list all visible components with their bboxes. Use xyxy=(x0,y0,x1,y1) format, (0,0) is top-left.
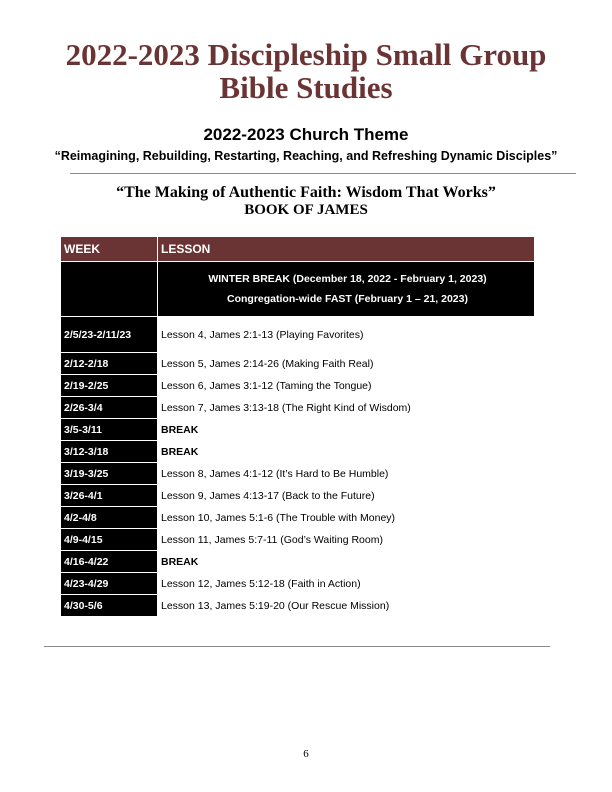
table-row xyxy=(61,551,535,573)
table-row xyxy=(61,441,535,463)
lesson-cell: Lesson 7, James 3:13-18 (The Right Kind of Wisdom) xyxy=(158,397,535,419)
lesson-cell: BREAK xyxy=(158,441,535,463)
lesson-cell: Lesson 4, James 2:1-13 (Playing Favorites) xyxy=(158,317,535,353)
bottom-divider xyxy=(44,646,550,647)
page-title xyxy=(0,38,612,104)
lesson-cell: Lesson 9, James 4:13-17 (Back to the Future) xyxy=(158,485,535,507)
top-divider xyxy=(70,173,576,174)
winter-break-week-cell xyxy=(61,262,158,317)
lesson-cell: Lesson 12, James 5:12-18 (Faith in Action) xyxy=(158,573,535,595)
lesson-cell: Lesson 5, James 2:14-26 (Making Faith Real) xyxy=(158,353,535,375)
page-title-line-1: 2022-2023 Discipleship Small Group xyxy=(65,37,547,72)
fast-text: Congregation-wide FAST (February 1 – 21, 2023) xyxy=(227,293,468,305)
lesson-cell: Lesson 11, James 5:7-11 (God’s Waiting Room) xyxy=(158,529,535,551)
week-cell: 2/26-3/4 xyxy=(61,397,158,419)
week-cell: 3/19-3/25 xyxy=(61,463,158,485)
page-title-line-2: Bible Studies xyxy=(219,70,393,105)
week-cell: 2/5/23-2/11/23 xyxy=(61,317,158,353)
church-theme-heading: 2022-2023 Church Theme xyxy=(203,125,409,144)
winter-break-cell xyxy=(158,262,535,317)
table-row xyxy=(61,317,535,353)
week-cell: 4/2-4/8 xyxy=(61,507,158,529)
week-cell: 4/9-4/15 xyxy=(61,529,158,551)
winter-break-text: WINTER BREAK (December 18, 2022 - February 1, 2023) xyxy=(208,273,487,285)
church-theme-text: “Reimagining, Rebuilding, Restarting, Reaching, and Refreshing Dynamic Disciples” xyxy=(54,149,558,163)
week-column-header: WEEK xyxy=(61,237,158,262)
week-cell: 4/23-4/29 xyxy=(61,573,158,595)
week-cell: 3/12-3/18 xyxy=(61,441,158,463)
table-row xyxy=(61,595,535,617)
lesson-cell: BREAK xyxy=(158,419,535,441)
week-cell: 4/16-4/22 xyxy=(61,551,158,573)
lesson-column-header: LESSON xyxy=(158,237,535,262)
table-row xyxy=(61,397,535,419)
week-cell: 2/19-2/25 xyxy=(61,375,158,397)
page-number: 6 xyxy=(303,748,309,760)
table-row xyxy=(61,485,535,507)
week-cell: 3/26-4/1 xyxy=(61,485,158,507)
winter-break-row xyxy=(61,262,535,317)
table-row xyxy=(61,375,535,397)
table-row xyxy=(61,353,535,375)
table-header-row xyxy=(61,237,535,262)
study-subtitle: BOOK OF JAMES xyxy=(244,202,368,218)
week-cell: 3/5-3/11 xyxy=(61,419,158,441)
lesson-cell: Lesson 10, James 5:1-6 (The Trouble with Money) xyxy=(158,507,535,529)
study-title: “The Making of Authentic Faith: Wisdom That Works” xyxy=(116,184,496,201)
week-cell: 4/30-5/6 xyxy=(61,595,158,617)
table-row xyxy=(61,573,535,595)
table-row xyxy=(61,507,535,529)
table-row xyxy=(61,529,535,551)
lesson-cell: Lesson 13, James 5:19-20 (Our Rescue Mission) xyxy=(158,595,535,617)
lesson-cell: Lesson 6, James 3:1-12 (Taming the Tongue) xyxy=(158,375,535,397)
lesson-cell: Lesson 8, James 4:1-12 (It’s Hard to Be Humble) xyxy=(158,463,535,485)
schedule-table xyxy=(60,236,535,617)
week-cell: 2/12-2/18 xyxy=(61,353,158,375)
lesson-cell: BREAK xyxy=(158,551,535,573)
table-row xyxy=(61,463,535,485)
table-row xyxy=(61,419,535,441)
